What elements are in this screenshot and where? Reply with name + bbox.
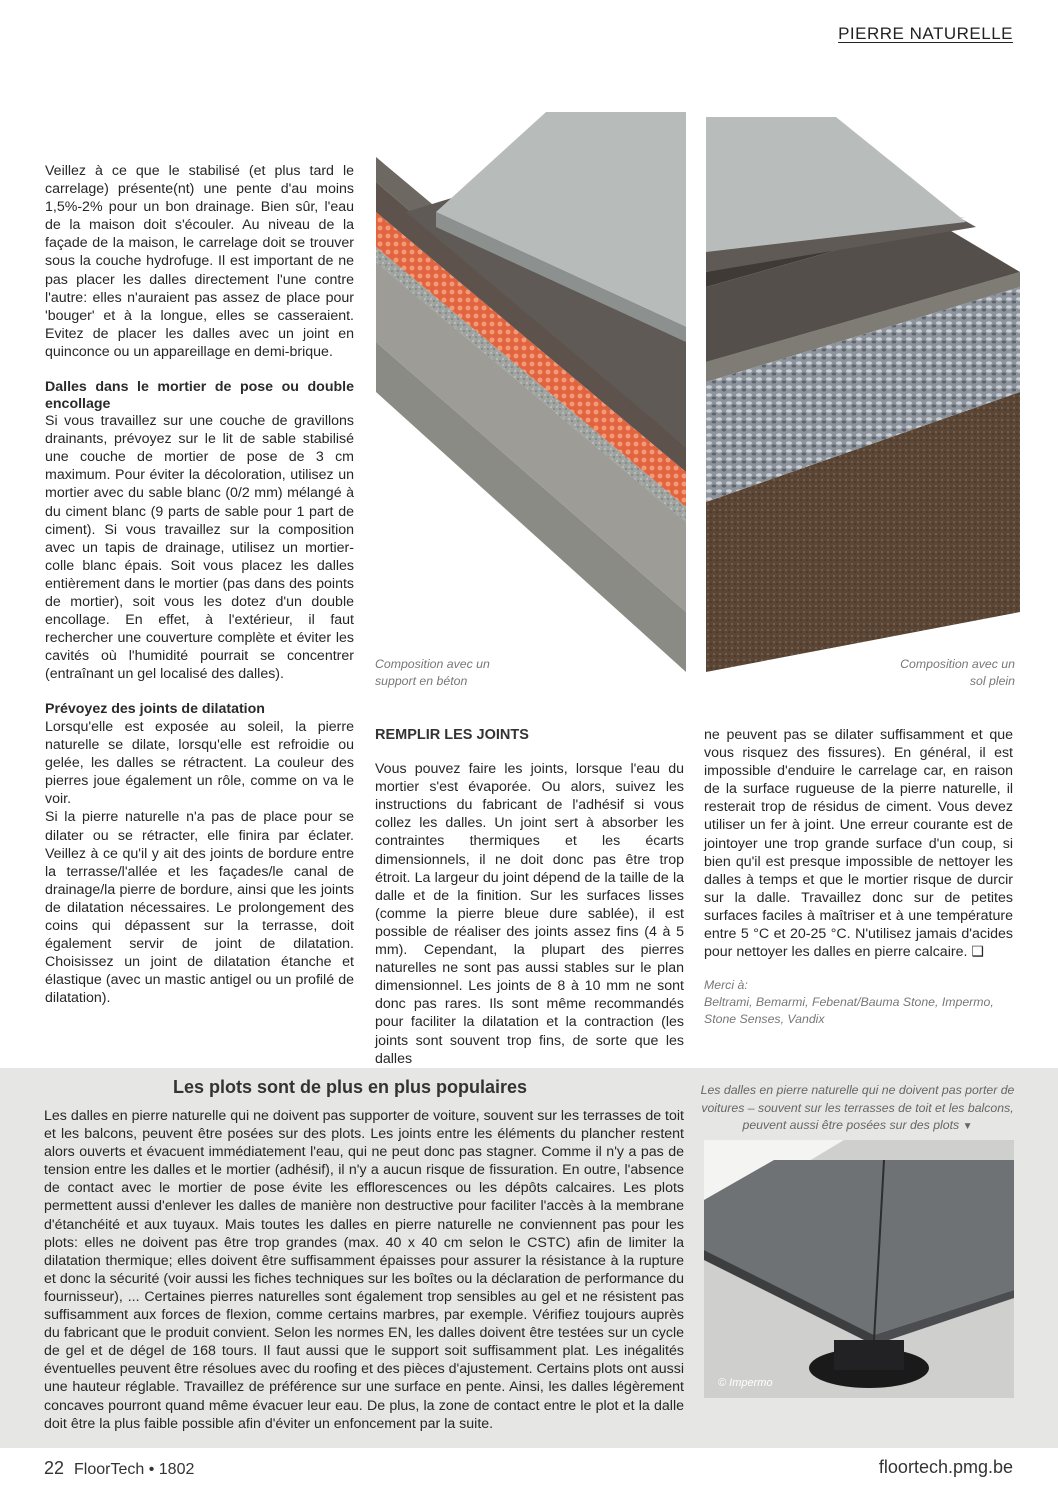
composition-illustration xyxy=(376,112,1020,672)
caption-concrete: Composition avec un support en béton xyxy=(375,657,490,688)
plots-photo-image xyxy=(704,1140,1014,1398)
column-1 xyxy=(45,162,354,1007)
joints-continued-paragraph xyxy=(704,726,1013,961)
photo-credit: © Impermo xyxy=(718,1377,773,1389)
intro-paragraph: Veillez à ce que le stabilisé (et plus tard le carrelage) présente(nt) une pente d'au moins 1,5%-2% pour un bon drainage. Bien sûr, l'eau de la maison doit s'écouler. Au niveau de la façade de la maison, le carrelage doit se trouver sous la couche hydrofuge. Il est important de ne pas placer les dalles directement l'une contre l'autre: elles n'auraient pas assez de place pour 'bouger' et à la longue, elles se casseraient. Evitez de placer les dalles avec un joint en quinconce ou un appareillage en demi-brique. xyxy=(45,163,354,360)
plots-box-text: Les dalles en pierre naturelle qui ne doivent pas supporter de voiture, souvent sur les terrasses de toit et les balcons, peuvent être posées sur des plots. Les joints entre les éléments du plancher restent alors ouverts et évacuent immédiatement l'eau, qui ne peut donc pas stagner. Comme il n'y a pas de tension entre les dalles et le mortier (adhésif), il n'y a aucun risque de fissuration. En outre, l'absence de contact avec le mortier de pose évite les efflorescences ou les dépôts calcaires. Les plots permettent aussi d'enlever les dalles de manière non destructive pour faciliter l'accès à la membrane d'étanchéité et aux tuyaux. Mais toutes les dalles en pierre naturelle ne conviennent pas pour les plots: elles ne doivent pas être trop grandes (max. 40 x 40 cm selon le CSTC) afin de limiter la dilatation thermique; elles doivent être suffisamment épaisses pour assurer la résistance à la rupture et donc la sécurité (voir aussi les fiches techniques sur les boîtes ou la déclaration de performance du fournisseur), ... Certaines pierres naturelles sont également trop sensibles au gel et ne résistent pas suffisamment aux forces de flexion, comme certains marbres, par exemple. Vérifiez toujours auprès du fabricant que le produit convient. Selon les normes EN, les dalles doivent être testées sur un cycle de gel et de dégel de 168 tours. Il faut aussi que le support soit suffisamment plat. Les inégalités éventuelles peuvent être résolues avec du roofing et des pièces d'ajustement. Certains plots ont aussi une hauteur réglable. Travaillez de préférence sur une surface en pente. Ainsi, les dalles légèrement concaves pourront quand même évacuer leur eau. De plus, la zone de contact entre le plot et la dalle doit être la plus faible possible afin d'éviter un enfoncement par la suite. xyxy=(44,1108,684,1432)
column-3 xyxy=(704,726,1013,1028)
section-label: PIERRE NATURELLE xyxy=(838,24,1013,43)
thanks-list: Beltrami, Bemarmi, Febenat/Bauma Stone, Impermo, Stone Senses, Vandix xyxy=(704,995,994,1027)
page-number: 22 xyxy=(44,1458,65,1478)
thanks-label: Merci à: xyxy=(704,978,748,993)
plots-box-title: Les plots sont de plus en plus populaires xyxy=(172,1077,528,1097)
heading-remplir-joints: REMPLIR LES JOINTS xyxy=(375,727,529,743)
end-mark-icon: ❑ xyxy=(971,944,985,961)
plots-photo-caption xyxy=(700,1082,1015,1136)
composition-figure xyxy=(376,112,1020,672)
mortier-paragraph: Si vous travaillez sur une couche de gravillons drainants, prévoyez sur le lit de sable stabilisé une couche de mortier de pose de 3 cm maximum. Pour éviter la décoloration, utilisez un mortier avec du sable blanc (0/2 mm) mélangé à du ciment blanc (9 parts de sable pour 1 part de ciment). Si vous travaillez sur la composition avec un tapis de drainage, utilisez un mortier-colle blanc épais. Soit vous placez les dalles entièrement dans le mortier (pas dans des points de mortier), soit vous les dotez d'un double encollage. En effet, à l'extérieur, il faut rechercher une couverture complète et éviter les cavités où l'humidité pourrait se concentrer (entraînant un gel localisé des dalles). xyxy=(45,413,354,683)
caret-down-icon: ▼ xyxy=(962,1121,973,1132)
plots-photo-caption-text: Les dalles en pierre naturelle qui ne doivent pas porter de voitures – souvent sur les terrasses de toit et les balcons, peuvent aussi être posées sur des plots xyxy=(700,1083,1015,1132)
footer-left xyxy=(44,1458,194,1479)
joints-paragraph: Vous pouvez faire les joints, lorsque l'eau du mortier s'est évaporée. Ou alors, suivez les instructions du fabricant de l'adhésif si vous collez les dalles. Un joint sert à absorber les contraintes thermiques et les écarts dimensionnels, il ne doit donc pas être trop étroit. La largeur du joint dépend de la taille de la dalle et de la finition. Sur les surfaces lisses (comme la pierre bleue dure sablée), il est possible de réaliser des joints assez fins (4 à 5 mm). Cependant, la plupart des pierres naturelles ne sont pas aussi stables sur le plan dimensionnel. Les joints de 8 à 10 mm ne sont donc pas rares. Ils sont même recommandés pour faciliter la dilatation et la contraction (les joints sont souvent trop fins, de sorte que les dalles xyxy=(375,761,684,1067)
footer-site-link[interactable]: floortech.pmg.be xyxy=(878,1457,1013,1477)
magazine-issue: FloorTech • 1802 xyxy=(74,1461,195,1478)
heading-mortier: Dalles dans le mortier de pose ou double encollage xyxy=(45,379,354,412)
heading-dilatation: Prévoyez des joints de dilatation xyxy=(45,701,265,718)
dilatation-paragraph-1: Lorsqu'elle est exposée au soleil, la pierre naturelle se dilate, lorsqu'elle est refroidie ou gelée, les dalles se rétractent. La couleur des pierres joue également un rôle, comme on va le voir. xyxy=(45,718,354,808)
plots-photo xyxy=(704,1140,1014,1398)
dilatation-paragraph-2: Si la pierre naturelle n'a pas de place pour se dilater ou se rétracter, elle finira par éclater. Veillez à ce qu'il y ait des joints de bordure entre la terrasse/l'allée et les façades/le canal de drainage/la pierre de bordure, ainsi que les joints de dilatation nécessaires. Le prolongement des coins qui dépassent sur la terrasse, doit également servir de joint de dilatation. Choisissez un joint de dilatation étanche et élastique (avec un mastic antigel ou un profilé de dilatation). xyxy=(45,809,354,1007)
caption-solid-ground: Composition avec un sol plein xyxy=(900,657,1015,688)
column-2 xyxy=(375,726,684,1068)
joints-continued-text: ne peuvent pas se dilater suffisamment et que vous risquez des fissures). En général, il est impossible d'enduire le carrelage car, en raison de la surface rugueuse de la pierre naturelle, il resterait trop de résidus de ciment. Vous devez utiliser un fer à joint. Une erreur courante est de jointoyer une trop grande surface d'un coup, si bien qu'il est presque impossible de nettoyer les dalles à temps et que le mortier risque de durcir sur la dalle. Travaillez donc sur de petites surfaces faciles à maîtriser et à une température entre 5 °C et 20-25 °C. N'utilisez jamais d'acides pour nettoyer les dalles en pierre calcaire. xyxy=(704,727,1013,961)
